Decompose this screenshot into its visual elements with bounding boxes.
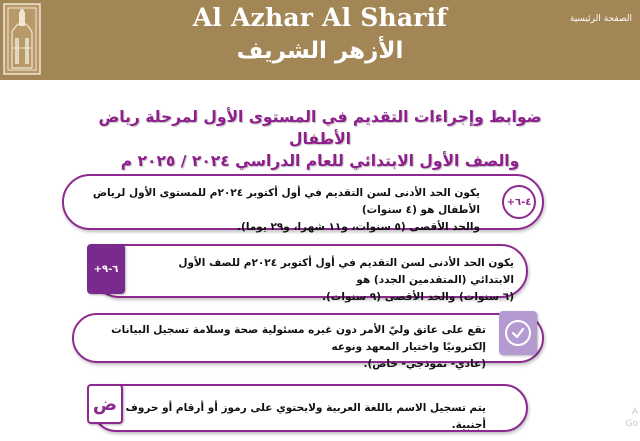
age-range-label: +٦-٩: [93, 263, 119, 275]
rule-card-name-registration: [92, 384, 528, 432]
rule-card-kindergarten-age: [62, 174, 544, 233]
rule-card-text: [134, 255, 514, 306]
site-header: [0, 0, 640, 80]
check-badge: [499, 311, 537, 355]
activate-windows-watermark: [626, 406, 638, 430]
rule-card-text: [86, 322, 486, 373]
watermark-line: Go: [625, 419, 638, 429]
age-range-badge: [502, 185, 536, 219]
rule-card-text: [60, 185, 480, 236]
rule-text-line: يكون الحد الأدنى لسن التقديم في أول أكتوبر ٢٠٢٤م للمستوى الأول لرياض الأطفال هو (٤ سنوات): [92, 187, 480, 216]
age-range-badge: [87, 244, 125, 294]
rule-card-text: [116, 400, 486, 434]
watermark-line: A: [631, 407, 638, 417]
rule-text-line: يكون الحد الأدنى لسن التقديم في أول أكتوبر ٢٠٢٤م للصف الأول الابتدائي (المتقدمين الجدد) هو: [178, 257, 514, 286]
rule-card-primary-age: [92, 244, 528, 303]
rule-card-guardian-responsibility: [72, 313, 544, 370]
home-page-link[interactable]: الصفحة الرئيسية: [569, 14, 632, 24]
brand-name-english: Al Azhar Al Sharif: [192, 3, 448, 32]
rule-text-line: (٦ سنوات) والحد الأقصى (٩ سنوات).: [322, 291, 514, 303]
page-title-line-2: والصف الأول الابتدائي للعام الدراسي ٢٠٢٤ / ٢٠٢٥ م: [120, 152, 520, 170]
rule-text-line: والحد الأقصى (٥ سنوات، و١١ شهرا، و٢٩ يوما).: [237, 221, 480, 233]
rule-text-line: يتم تسجيل الاسم باللغة العربية ولايحتوي على رموز أو أرقام أو حروف أجنبية.: [125, 402, 486, 431]
page-title-line-1: ضوابط وإجراءات التقديم في المستوى الأول لمرحلة رياض الأطفال: [98, 108, 542, 148]
arabic-letter-badge: [87, 384, 123, 424]
arabic-letter-label: ض: [92, 393, 118, 415]
rule-text-line: تقع على عاتق وليّ الأمر دون غيره مسئولية صحة وسلامة تسجيل البيانات إلكترونيًا واختيار المعهد ونوعه: [111, 324, 486, 353]
brand-name-arabic: الأزهر الشريف: [236, 38, 404, 64]
page-title: [80, 106, 560, 172]
rule-text-line: (عادي- نموذجي- خاص).: [363, 358, 486, 370]
check-icon: [505, 320, 531, 346]
age-range-label: +٤-٦: [506, 196, 532, 208]
